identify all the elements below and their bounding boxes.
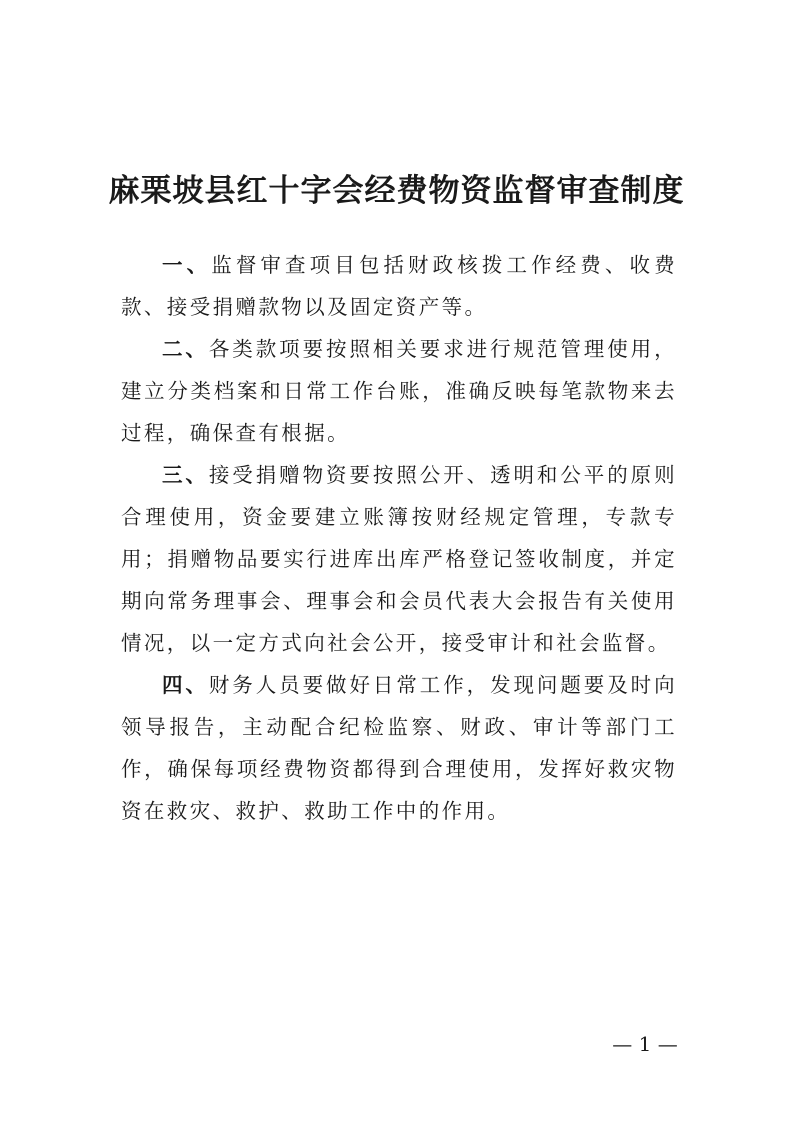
paragraph-4-lead: 四、 [162,673,209,697]
paragraph-1 [121,244,677,328]
paragraph-1-lead: 一、 [162,253,212,277]
paragraph-2 [121,328,677,454]
paragraph-3-text: 接受捐赠物资要按照公开、透明和公平的原则合理使用，资金要建立账簿按财经规定管理，专款专用；捐赠物品要实行进库出库严格登记签收制度，并定期向常务理事会、理事会和会员代表大会报告有关使用情况，以一定方式向社会公开，接受审计和社会监督。 [121,463,677,655]
document-body [121,244,677,832]
paragraph-2-text: 各类款项要按照相关要求进行规范管理使用，建立分类档案和日常工作台账，准确反映每笔款物来去过程，确保查有根据。 [121,337,677,445]
paragraph-1-text: 监督审查项目包括财政核拨工作经费、收费款、接受捐赠款物以及固定资产等。 [121,253,677,319]
page-number: — 1 — [612,1032,678,1056]
paragraph-3-lead: 三、 [162,463,209,487]
paragraph-2-lead: 二、 [162,337,209,361]
page-title: 麻栗坡县红十字会经费物资监督审查制度 [108,172,685,209]
paragraph-4-text: 财务人员要做好日常工作，发现问题要及时向领导报告，主动配合纪检监察、财政、审计等部门工作，确保每项经费物资都得到合理使用，发挥好救灾物资在救灾、救护、救助工作中的作用。 [121,673,677,823]
paragraph-3 [121,454,677,664]
paragraph-4 [121,664,677,832]
